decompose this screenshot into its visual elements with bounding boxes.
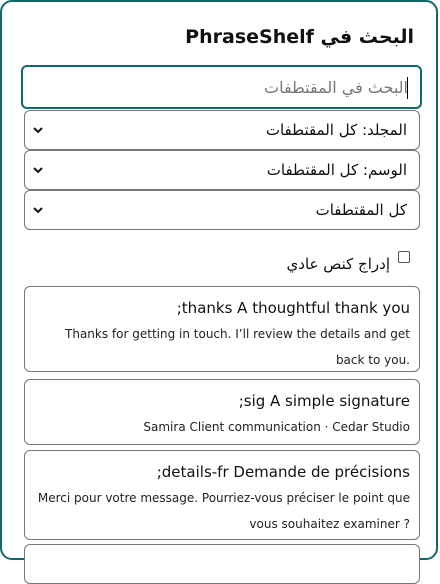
- snippet-title: ;details-fr Demande de précisions: [156, 463, 410, 481]
- chevron-down-icon: [33, 206, 43, 214]
- insert-plain-text-label: إدراج كنص عادي: [286, 255, 390, 273]
- search-input[interactable]: [23, 67, 420, 107]
- snippet-title: ;thanks A thoughtful thank you: [176, 299, 410, 317]
- kind-select-value: كل المقتطفات: [315, 201, 407, 219]
- snippet-body: Thanks for getting in touch. I’ll review the details and get back to you.: [65, 327, 410, 367]
- snippet-card[interactable]: [24, 286, 420, 372]
- chevron-down-icon: [33, 166, 43, 174]
- snippet-card[interactable]: [24, 450, 420, 540]
- folder-select-value: المجلد: كل المقتطفات: [265, 121, 407, 139]
- snippet-body: Samira Client communication · Cedar Studio: [143, 420, 410, 434]
- page-title: البحث في PhraseShelf: [185, 26, 414, 48]
- snippet-card-partial[interactable]: [24, 544, 420, 584]
- snippet-title: ;sig A simple signature: [238, 392, 410, 410]
- folder-select[interactable]: [24, 110, 420, 150]
- kind-select[interactable]: [24, 190, 420, 230]
- insert-plain-text-checkbox[interactable]: [398, 251, 410, 263]
- text-cursor: [407, 77, 408, 99]
- chevron-down-icon: [33, 126, 43, 134]
- search-field[interactable]: [21, 65, 422, 109]
- tag-select-value: الوسم: كل المقتطفات: [266, 161, 407, 179]
- snippet-body: Merci pour votre message. Pourriez-vous préciser le point que vous souhaitez examiner ?: [37, 491, 410, 531]
- snippet-card[interactable]: [24, 379, 420, 445]
- tag-select[interactable]: [24, 150, 420, 190]
- insert-plain-text-option[interactable]: [287, 249, 410, 273]
